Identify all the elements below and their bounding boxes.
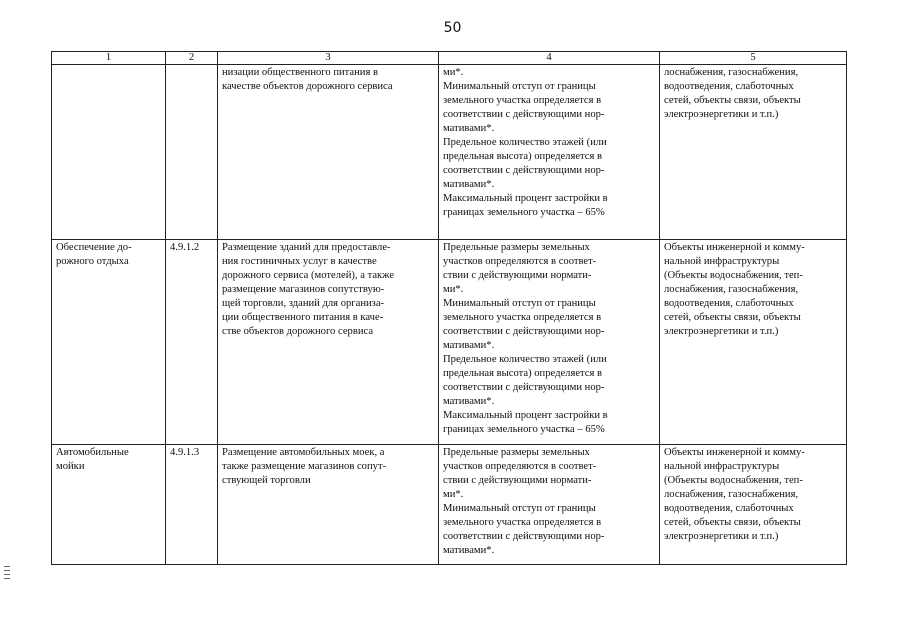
land-use-code-cell	[166, 240, 218, 445]
land-use-name: Обеспечение до- рожного отдыха	[56, 242, 132, 267]
table-row	[52, 240, 847, 445]
column-header-5: 5	[660, 52, 847, 65]
description: Размещение зданий для предоставле- ния гостиничных услуг в качестве дорожного сервиса (мотелей), а также размещение магазинов сопутствую- щей торговли, зданий для организа- ции общественного питания в каче- стве объектов дорожного сервиса	[222, 242, 395, 337]
land-use-code: 4.9.1.3	[170, 447, 200, 458]
column-number-row	[52, 52, 847, 65]
land-use-name-cell	[52, 445, 166, 565]
infrastructure-cell	[660, 240, 847, 445]
parameters-cell	[439, 65, 660, 240]
infrastructure: лоснабжения, газоснабжения, водоотведения, слаботочных сетей, объекты связи, объекты электроэнергетики и т.п.)	[664, 67, 801, 120]
description-cell	[218, 65, 439, 240]
scan-edge-marks	[4, 566, 10, 582]
description: Размещение автомобильных моек, а также размещение магазинов сопут- ствующей торговли	[222, 447, 387, 486]
land-use-name-cell	[52, 65, 166, 240]
land-use-code-cell	[166, 445, 218, 565]
table-row	[52, 445, 847, 565]
table-row	[52, 65, 847, 240]
column-header-2: 2	[166, 52, 218, 65]
infrastructure: Объекты инженерной и комму- нальной инфраструктуры (Объекты водоснабжения, теп- лоснабжения, газоснабжения, водоотведения, слаботочных сетей, объекты связи, объекты электроэнергетики и т.п.)	[664, 242, 805, 337]
column-header-1: 1	[52, 52, 166, 65]
land-use-name-cell	[52, 240, 166, 445]
land-use-table	[51, 51, 847, 565]
description: низации общественного питания в качестве объектов дорожного сервиса	[222, 67, 393, 92]
land-use-code-cell	[166, 65, 218, 240]
parameters: Предельные размеры земельных участков определяются в соответ- ствии с действующими нормати- ми*. Минимальный отступ от границы земельного участка определяется в соответствии с действующими нор- мативами*. Предельное количество этажей (или предельная высота) определяется в соответствии с действующими нор- мативами*. Максимальный процент застройки в границах земельного участка – 65%	[443, 242, 608, 435]
parameters: ми*. Минимальный отступ от границы земельного участка определяется в соответствии с действующими нор- мативами*. Предельное количество этажей (или предельная высота) определяется в соответствии с действующими нор- мативами*. Максимальный процент застройки в границах земельного участка – 65%	[443, 67, 608, 218]
infrastructure-cell	[660, 445, 847, 565]
parameters: Предельные размеры земельных участков определяются в соответ- ствии с действующими нормати- ми*. Минимальный отступ от границы земельного участка определяется в соответствии с действующими нор- мативами*.	[443, 447, 605, 556]
column-header-3: 3	[218, 52, 439, 65]
page-number: 50	[443, 20, 462, 36]
land-use-code: 4.9.1.2	[170, 242, 200, 253]
parameters-cell	[439, 240, 660, 445]
infrastructure-cell	[660, 65, 847, 240]
infrastructure: Объекты инженерной и комму- нальной инфраструктуры (Объекты водоснабжения, теп- лоснабжения, газоснабжения, водоотведения, слаботочных сетей, объекты связи, объекты электроэнергетики и т.п.)	[664, 447, 805, 542]
parameters-cell	[439, 445, 660, 565]
description-cell	[218, 240, 439, 445]
land-use-name: Автомобильные мойки	[56, 447, 129, 472]
description-cell	[218, 445, 439, 565]
column-header-4: 4	[439, 52, 660, 65]
